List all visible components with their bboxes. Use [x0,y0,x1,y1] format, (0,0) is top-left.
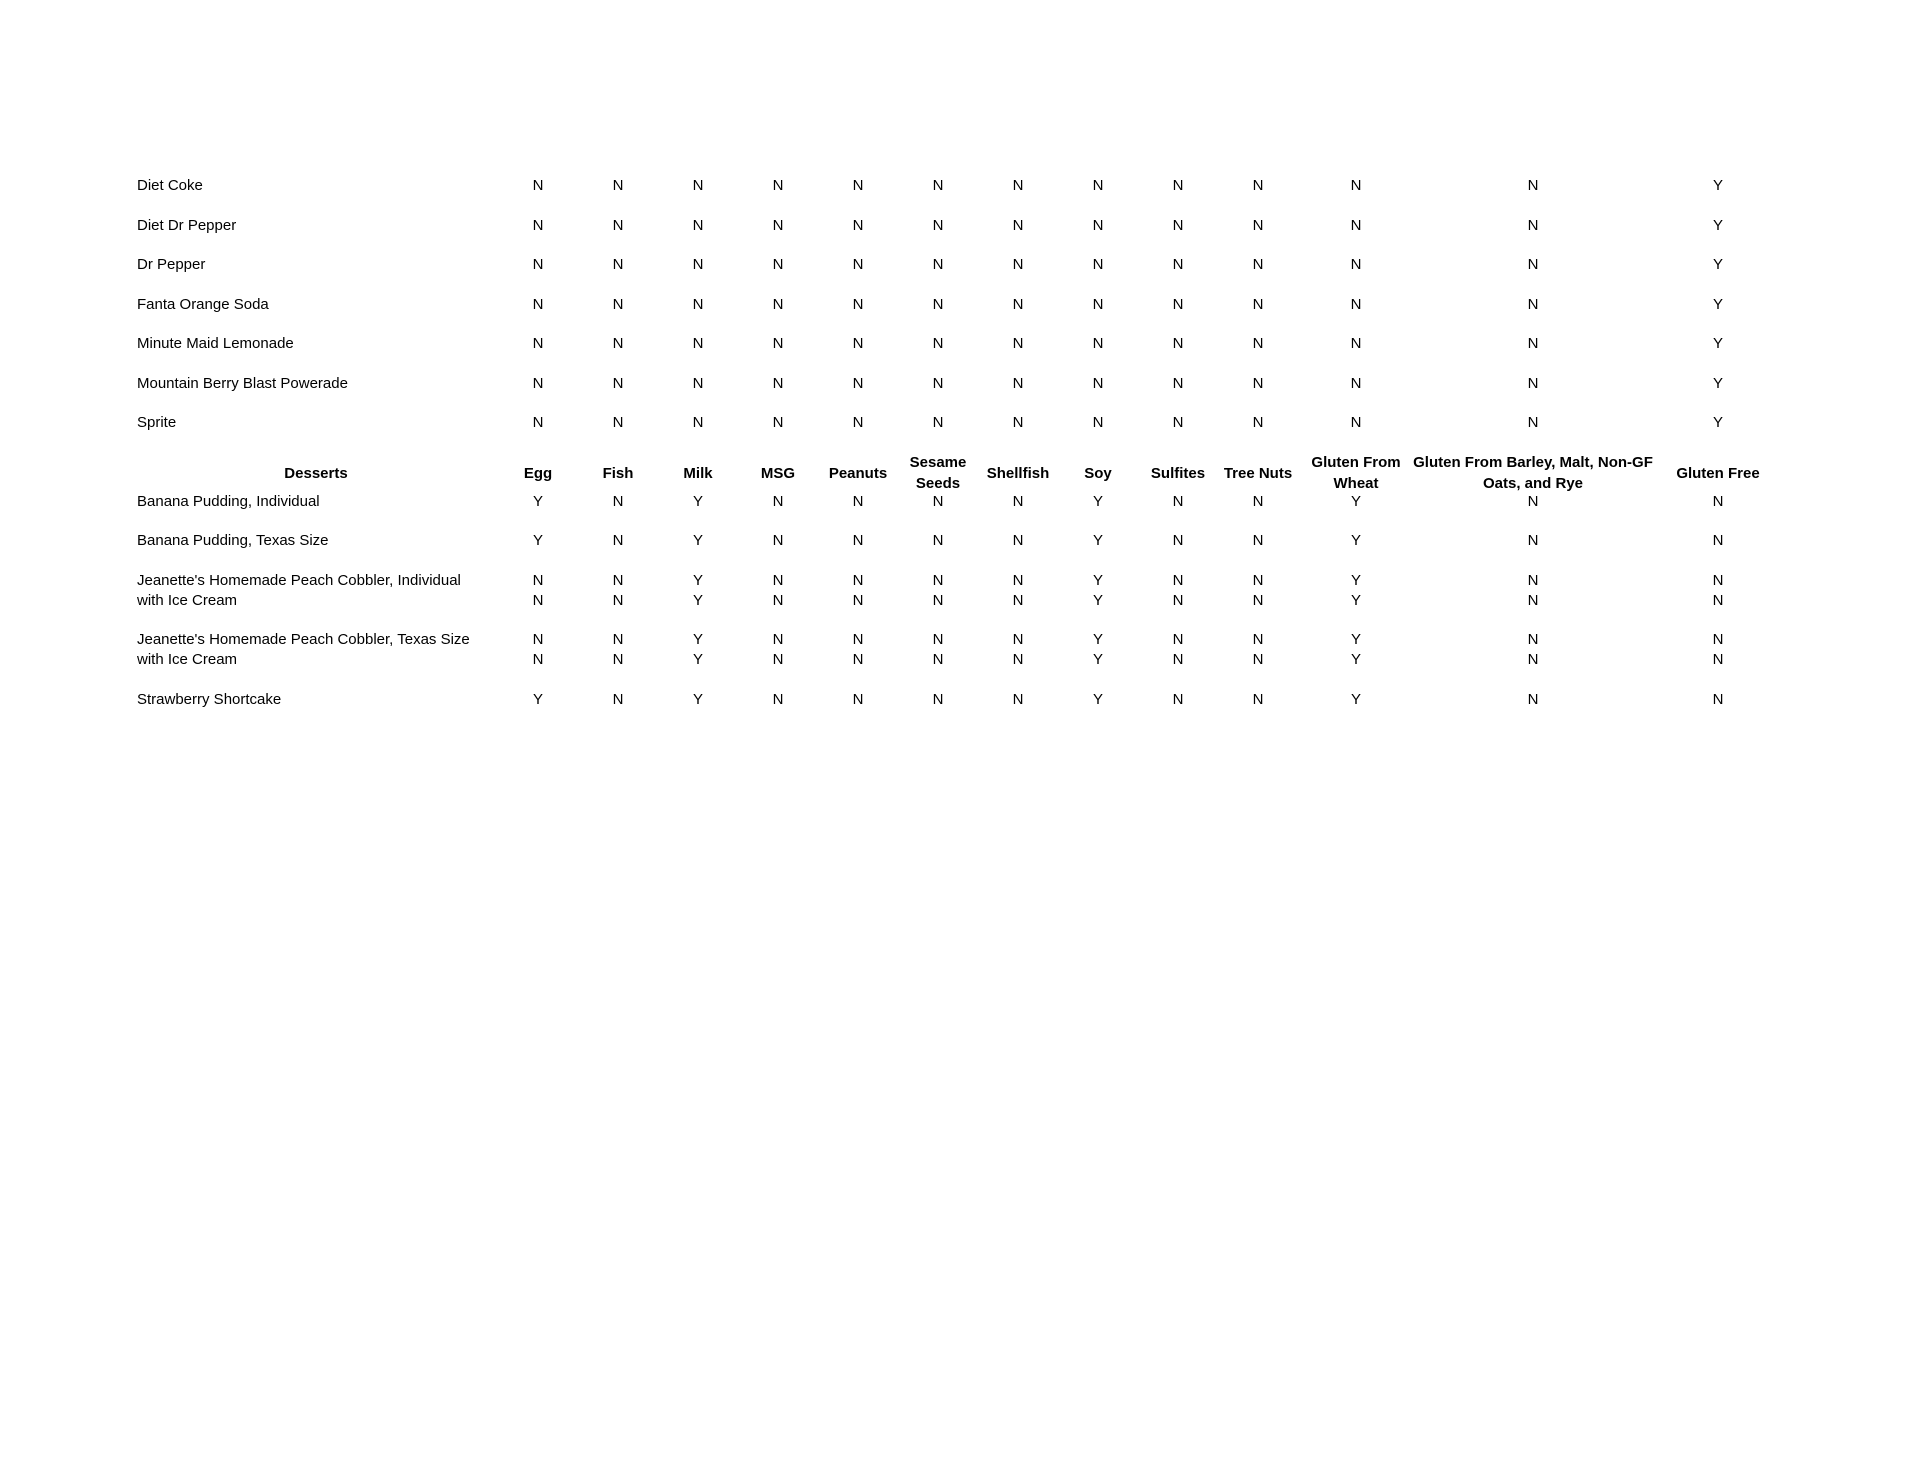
allergen-value: N [1252,493,1264,510]
allergen-value: N [612,572,624,589]
allergen-value: Y [1712,296,1723,313]
allergen-value: N [932,256,944,273]
allergen-value: N [1527,532,1539,549]
allergen-value: N [692,375,704,392]
allergen-value: N [1252,691,1264,708]
allergen-value: N [852,572,864,589]
allergen-value: Y [1092,651,1103,668]
allergen-value: N [1092,375,1104,392]
allergen-value: N [612,532,624,549]
allergen-value: N [1527,592,1539,609]
allergen-value: N [1350,414,1362,431]
allergen-value: N [1172,651,1184,668]
allergen-value: N [1172,296,1184,313]
allergen-value: N [852,691,864,708]
column-header: MSG [760,465,796,482]
allergen-value: N [1172,691,1184,708]
allergen-value: Y [692,592,703,609]
allergen-value: N [1252,256,1264,273]
allergen-value: Y [1092,592,1103,609]
allergen-value: N [1172,493,1184,510]
allergen-value: N [852,651,864,668]
allergen-value: N [772,592,784,609]
allergen-value: N [532,296,544,313]
allergen-value: N [1012,532,1024,549]
item-name: with Ice Cream [137,651,238,668]
allergen-value: N [932,335,944,352]
allergen-value: N [1252,414,1264,431]
allergen-value: N [1527,493,1539,510]
allergen-value: N [1527,691,1539,708]
allergen-value: N [612,691,624,708]
column-header: Gluten From Wheat [1311,454,1401,492]
allergen-value: N [772,651,784,668]
allergen-value: N [612,177,624,194]
item-name: Banana Pudding, Texas Size [137,532,329,549]
allergen-value: N [1172,592,1184,609]
allergen-value: N [692,296,704,313]
allergen-value: N [1527,375,1539,392]
allergen-value: N [612,414,624,431]
allergen-value: N [1712,532,1724,549]
allergen-value: N [612,631,624,648]
allergen-value: N [1012,651,1024,668]
allergen-value: N [772,296,784,313]
allergen-value: Y [1350,631,1361,648]
allergen-value: N [692,177,704,194]
allergen-value: N [1252,592,1264,609]
allergen-value: N [1012,592,1024,609]
allergen-value: N [692,256,704,273]
allergen-value: Y [1092,532,1103,549]
allergen-value: N [1012,493,1024,510]
allergen-value: Y [692,631,703,648]
allergen-value: Y [1350,592,1361,609]
allergen-value: N [932,296,944,313]
allergen-value: Y [1092,631,1103,648]
allergen-value: Y [1712,256,1723,273]
allergen-value: N [932,691,944,708]
allergen-value: N [852,217,864,234]
allergen-value: N [532,592,544,609]
column-header: Sesame Seeds [909,454,967,492]
item-name: Banana Pudding, Individual [137,493,320,510]
section-header-desserts: Desserts [284,465,348,482]
allergen-value: N [772,631,784,648]
allergen-value: N [1012,335,1024,352]
allergen-value: N [852,177,864,194]
allergen-value: Y [1712,217,1723,234]
allergen-value: Y [692,691,703,708]
allergen-value: N [1172,532,1184,549]
allergen-value: N [1252,631,1264,648]
allergen-value: Y [1092,493,1103,510]
allergen-value: N [852,296,864,313]
allergen-value: N [692,414,704,431]
column-header: Soy [1084,465,1112,482]
allergen-value: N [1012,572,1024,589]
allergen-value: N [1527,651,1539,668]
allergen-value: N [852,631,864,648]
allergen-value: N [1252,296,1264,313]
allergen-value: N [932,651,944,668]
item-name: Strawberry Shortcake [137,691,282,708]
allergen-value: N [1712,572,1724,589]
allergen-value: N [532,414,544,431]
allergen-value: N [1527,256,1539,273]
allergen-value: N [1092,256,1104,273]
item-name: Dr Pepper [137,256,206,273]
allergen-value: Y [1712,375,1723,392]
item-name: Minute Maid Lemonade [137,335,294,352]
allergen-value: Y [1712,414,1723,431]
allergen-value: Y [532,691,543,708]
allergen-value: N [1527,177,1539,194]
allergen-value: N [1012,177,1024,194]
allergen-value: N [1252,572,1264,589]
allergen-value: N [1350,296,1362,313]
item-name: Jeanette's Homemade Peach Cobbler, Texas Size [137,631,470,648]
allergen-value: N [612,256,624,273]
allergen-value: N [612,493,624,510]
allergen-value: N [852,493,864,510]
allergen-value: Y [1350,493,1361,510]
item-name: Sprite [137,414,177,431]
allergen-value: N [1350,335,1362,352]
item-name: Diet Coke [137,177,203,194]
allergen-value: N [772,217,784,234]
allergen-value: N [1172,414,1184,431]
allergen-value: Y [692,572,703,589]
allergen-value: N [532,217,544,234]
allergen-value: N [1252,375,1264,392]
allergen-value: N [1092,296,1104,313]
allergen-value: Y [1350,691,1361,708]
allergen-value: N [1012,375,1024,392]
column-header: Shellfish [986,465,1050,482]
allergen-value: N [1350,177,1362,194]
column-header: Sulfites [1150,465,1206,482]
allergen-value: N [1527,217,1539,234]
allergen-value: N [1012,691,1024,708]
item-name: Diet Dr Pepper [137,217,237,234]
allergen-value: N [1712,631,1724,648]
allergen-value: N [852,375,864,392]
allergen-value: N [1252,217,1264,234]
allergen-value: N [1172,572,1184,589]
allergen-value: Y [692,532,703,549]
allergen-value: Y [692,493,703,510]
allergen-value: N [852,414,864,431]
allergen-value: N [852,335,864,352]
allergen-value: N [852,532,864,549]
allergen-value: N [612,217,624,234]
allergen-value: N [1092,335,1104,352]
allergen-value: N [1350,375,1362,392]
allergen-value: N [1092,177,1104,194]
allergen-value: N [1527,572,1539,589]
allergen-value: Y [532,493,543,510]
column-header: Egg [523,465,553,482]
column-header: Tree Nuts [1223,465,1293,482]
allergen-value: N [1527,631,1539,648]
allergen-value: N [772,691,784,708]
allergen-value: N [932,493,944,510]
allergen-value: N [692,217,704,234]
allergen-value: N [1012,414,1024,431]
allergen-value: N [1012,217,1024,234]
item-name: Jeanette's Homemade Peach Cobbler, Individual [137,572,461,589]
allergen-value: N [1350,217,1362,234]
column-header: Milk [683,465,713,482]
item-name: Mountain Berry Blast Powerade [137,375,348,392]
item-name: with Ice Cream [137,592,238,609]
allergen-value: N [1012,631,1024,648]
allergen-value: N [612,375,624,392]
allergen-value: N [612,296,624,313]
allergen-value: N [1172,335,1184,352]
allergen-value: N [1012,256,1024,273]
allergen-value: N [1527,335,1539,352]
allergen-value: N [772,256,784,273]
allergen-value: N [932,532,944,549]
allergen-value: N [1712,691,1724,708]
allergen-value: Y [1712,177,1723,194]
allergen-value: N [772,375,784,392]
column-header: Gluten Free [1676,465,1760,482]
allergen-value: N [1350,256,1362,273]
allergen-value: N [1712,651,1724,668]
allergen-value: N [1172,217,1184,234]
allergen-value: N [772,532,784,549]
allergen-value: N [532,572,544,589]
allergen-value: N [1172,375,1184,392]
column-header: Gluten From Barley, Malt, Non-GF Oats, and Rye [1413,454,1653,492]
allergen-value: N [1092,414,1104,431]
allergen-value: Y [1092,572,1103,589]
allergen-value: N [772,335,784,352]
item-name: Fanta Orange Soda [137,296,269,313]
allergen-value: Y [1092,691,1103,708]
allergen-value: N [772,572,784,589]
column-header: Fish [602,465,634,482]
allergen-value: N [692,335,704,352]
allergen-value: N [532,375,544,392]
allergen-value: N [932,414,944,431]
allergen-value: N [1092,217,1104,234]
allergen-value: N [532,256,544,273]
allergen-value: N [932,217,944,234]
allergen-value: N [932,375,944,392]
allergen-value: N [532,631,544,648]
allergen-value: N [932,592,944,609]
allergen-value: N [932,177,944,194]
allergen-value: N [932,631,944,648]
allergen-value: N [1712,592,1724,609]
allergen-value: N [1172,177,1184,194]
allergen-value: N [1712,493,1724,510]
column-header: Peanuts [828,465,888,482]
allergen-value: Y [692,651,703,668]
allergen-value: Y [532,532,543,549]
allergen-value: N [852,256,864,273]
allergen-value: Y [1350,572,1361,589]
allergen-value: N [1012,296,1024,313]
allergen-value: N [1172,256,1184,273]
allergen-value: N [1252,177,1264,194]
allergen-value: N [1172,631,1184,648]
allergen-value: N [612,592,624,609]
allergen-value: N [772,177,784,194]
allergen-value: N [852,592,864,609]
allergen-value: N [1252,651,1264,668]
allergen-value: N [772,414,784,431]
allergen-value: N [612,651,624,668]
allergen-value: N [932,572,944,589]
allergen-value: N [1527,296,1539,313]
allergen-value: Y [1350,651,1361,668]
allergen-value: N [532,177,544,194]
allergen-value: Y [1712,335,1723,352]
allergen-value: N [772,493,784,510]
allergen-value: N [1252,335,1264,352]
allergen-value: N [612,335,624,352]
allergen-value: N [532,335,544,352]
allergen-value: N [1252,532,1264,549]
allergen-value: Y [1350,532,1361,549]
allergen-value: N [1527,414,1539,431]
allergen-value: N [532,651,544,668]
